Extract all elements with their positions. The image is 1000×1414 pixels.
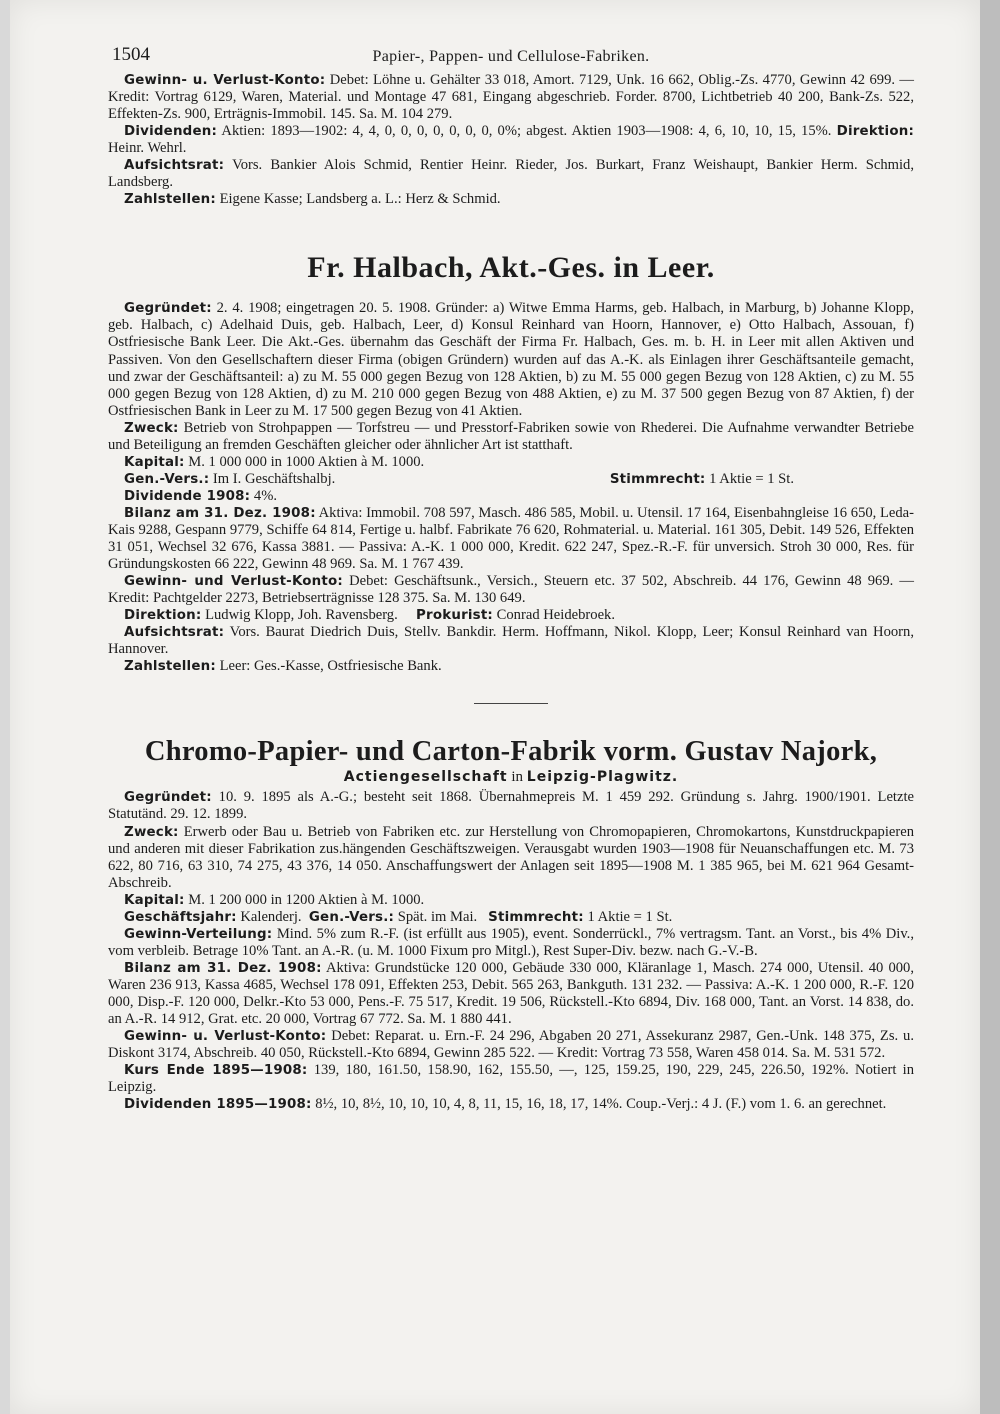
- label: Stimmrecht:: [609, 471, 706, 487]
- text: 1 Aktie = 1 St.: [587, 908, 673, 925]
- label: Dividenden 1895—1908:: [124, 1097, 312, 1113]
- text: Im I. Geschäftshalbj.: [212, 470, 336, 487]
- label: Bilanz am 31. Dez. 1908:: [124, 960, 322, 976]
- label: Kurs Ende 1895—1908:: [124, 1063, 308, 1079]
- company-title-halbach: Fr. Halbach, Akt.-Ges. in Leer.: [307, 251, 715, 285]
- top-zahlstellen: [108, 191, 914, 208]
- text: Aktien: 1893—1902: 4, 4, 0, 0, 0, 0, 0, 0, 0, 0%; abgest. Aktien 1903—1908: 4, 6, 10, 10, 15, 15%.: [221, 123, 832, 140]
- top-aufsichtsrat: [108, 157, 914, 191]
- text: Vors. Bankier Alois Schmid, Rentier Heinr. Rieder, Jos. Burkart, Franz Weishaupt, Bankier Herm. Schmid, Landsberg.: [108, 157, 914, 191]
- text: Vors. Baurat Diedrich Duis, Stellv. Bankdir. Herm. Hoffmann, Nikol. Klopp, Leer; Konsul Reinhard van Hoorn, Hannover.: [108, 624, 914, 658]
- text: 1 Aktie = 1 St.: [709, 470, 794, 487]
- text: M. 1 200 000 in 1200 Aktien à M. 1000.: [188, 891, 425, 908]
- najork-gewinnverteilung: [108, 926, 914, 960]
- halbach-bilanz: [108, 505, 914, 573]
- halbach-genvers-row: [108, 471, 914, 488]
- text: Heinr. Wehrl.: [108, 140, 187, 157]
- text: Mind. 5% zum R.-F. (ist erfüllt aus 1905), event. Sonderrückl., 7% vertragsm. Tant. an Vorst., bis 4% Div., vom verbleib. Betrage 10% Tant. an A.-R. (u. M. 1000 Fixum pro Mitgl.), Rest Super-Div. bezw. nach G.-V.-B.: [108, 925, 914, 959]
- label: Gegründet:: [124, 301, 212, 317]
- page-number: 1504: [112, 44, 150, 65]
- subtitle-part: in: [511, 769, 524, 786]
- label: Gewinn- und Verlust-Konto:: [124, 574, 343, 590]
- text: Eigene Kasse; Landsberg a. L.: Herz & Schmid.: [219, 191, 501, 208]
- adjacent-page-edge: [980, 0, 1000, 1414]
- label: Stimmrecht:: [488, 909, 584, 925]
- page-header: [108, 46, 914, 72]
- label: Gewinn- u. Verlust-Konto:: [124, 1029, 327, 1045]
- halbach-direktion: [108, 607, 914, 624]
- label: Bilanz am 31. Dez. 1908:: [124, 505, 316, 521]
- label: Kapital:: [124, 892, 185, 908]
- label: Prokurist:: [416, 608, 493, 624]
- label: Gegründet:: [124, 790, 212, 806]
- page-content: [108, 46, 914, 1113]
- label: Zweck:: [124, 824, 179, 840]
- text: 8½, 10, 8½, 10, 10, 10, 4, 8, 11, 15, 16, 18, 17, 14%. Coup.-Verj.: 4 J. (F.) vom 1. 6. an gerechnet.: [315, 1096, 887, 1113]
- najork-geschaeftsjahr: [108, 909, 914, 926]
- label: Dividenden:: [124, 124, 218, 140]
- halbach-zahlstellen: [108, 658, 914, 675]
- najork-guv: [108, 1028, 914, 1062]
- company-title-najork: Chromo-Papier- und Carton-Fabrik vorm. Gustav Najork,: [144, 736, 878, 768]
- text: Aktiva: Grundstücke 120 000, Gebäude 330 000, Kläranlage 1, Masch. 274 000, Utensil. 40 000, Waren 236 913, Kassa 4685, Wechsel 178 091, Effekten 253, Debit. 565 263, Bankguth. 131 232. — Passiva: A.-K. 1 200 000, R.-F. 120 000, Disp.-F. 120 000, Delkr.-Kto 53 000, Pens.-F. 75 517, Kredit. 19 506, Rückstell.-Kto 6894, Div. 168 000, Tant. an Vorst. 14 838, do. an A.-R. 14 912, Grat. etc. 20 000, Vortrag 67 772. Sa. M. 1 880 441.: [108, 959, 915, 1028]
- subtitle-part: Leipzig-Plagwitz.: [526, 769, 679, 786]
- subtitle-part: Actiengesellschaft: [343, 769, 508, 786]
- najork-dividenden: [108, 1096, 914, 1113]
- text: Debet: Reparat. u. Ern.-F. 24 296, Abgaben 20 271, Assekuranz 2987, Gen.-Unk. 148 375, Zs. u. Diskont 3174, Abschreib. 40 050, Rückstell.-Kto 6894, Gewinn 285 522. — Kredit: Vortrag 73 558, Waren 458 014. Sa. M. 531 572.: [108, 1028, 914, 1062]
- label: Direktion:: [124, 608, 202, 624]
- halbach-zweck: [108, 420, 914, 454]
- label: Zahlstellen:: [124, 192, 216, 208]
- label: Gen.-Vers.:: [124, 471, 210, 487]
- section-divider: [474, 703, 548, 704]
- label: Gen.-Vers.:: [308, 909, 395, 925]
- najork-kurs: [108, 1062, 914, 1096]
- top-guv: [108, 72, 914, 123]
- text: Aktiva: Immobil. 708 597, Masch. 486 585, Mobil. u. Utensil. 17 164, Eisenbahngleise 16 650, Leda-Kais 9288, Gespann 9779, Schiffe 64 814, Fertige u. halbf. Fabrikate 76 620, Rohmaterial. u. Material. 161 305, Debit. 149 526, Effekten 31 051, Wechsel 32 676, Kassa 3881. — Passiva: A.-K. 1 000 000, Kredit. 622 247, Spez.-R.-F. für unversich. Stroh 30 000, Res. für Gründungskosten 66 222, Gewinn 48 969. Sa. M. 1 767 439.: [108, 504, 915, 573]
- halbach-dividende: [108, 488, 914, 505]
- text: Ludwig Klopp, Joh. Ravensberg.: [205, 607, 398, 624]
- text: Kalenderj.: [240, 908, 302, 925]
- label: Zahlstellen:: [124, 659, 216, 675]
- label: Zweck:: [124, 420, 179, 436]
- text: Conrad Heidebroek.: [496, 607, 615, 624]
- label: Dividende 1908:: [124, 488, 251, 504]
- text: 2. 4. 1908; eingetragen 20. 5. 1908. Gründer: a) Witwe Emma Harms, geb. Halbach, in Marburg, b) Johanne Klopp, geb. Halbach, c) Adelhaid Duis, geb. Halbach, Leer, d) Konsul Reinhard van Hoorn, Hannover, e) Otto Halbach, Assouan, f) Ostfriesische Bank Leer. Die Akt.-Ges. übernahm das Geschäft der Firma Fr. Halbach, Ges. m. b. H. in Leer mit allen Aktiven und Passiven. Von den Gesellschaftern dieser Firma (obigen Gründern) wurden auf das A.-K. als Einlagen ihrer Geschäftsanteile gemacht, und zwar der Geschäftsanteil: a) zu M. 55 000 gegen Bezug von 128 Aktien, b) zu M. 55 000 gegen Bezug von 128 Aktien, c) zu M. 55 000 gegen Bezug von 128 Aktien, d) zu M. 210 000 gegen Bezug von 488 Aktien, e) zu M. 37 500 gegen Bezug von 87 Aktien, f) der Ostfriesischen Bank in Leer zu M. 17 500 gegen Bezug von 41 Aktien.: [108, 300, 914, 419]
- label: Kapital:: [124, 454, 185, 470]
- najork-bilanz: [108, 960, 914, 1028]
- label: Aufsichtsrat:: [124, 625, 225, 641]
- najork-kapital: [108, 892, 914, 909]
- text: Debet: Löhne u. Gehälter 33 018, Amort. 7129, Unk. 16 662, Oblig.-Zs. 4770, Gewinn 42 699. — Kredit: Vortrag 6129, Waren, Material. und Montage 47 681, Eingang abgeschrieb. Forder. 8700, Lichtbetrieb 40 200, Bank-Zs. 522, Effekten-Zs. 900, Erträgnis-Immobil. 145. Sa. M. 104 279.: [108, 72, 914, 123]
- running-title: Papier-, Pappen- und Cellulose-Fabriken.: [372, 48, 650, 65]
- text: Debet: Geschäftsunk., Versich., Steuern etc. 37 502, Abschreib. 44 176, Gewinn 48 969. — Kredit: Pachtgelder 2273, Betriebserträgnisse 128 375. Sa. M. 130 649.: [108, 573, 914, 607]
- halbach-gegruendet: [108, 300, 914, 419]
- halbach-kapital: [108, 454, 914, 471]
- label: Gewinn-Verteilung:: [124, 926, 273, 942]
- text: Spät. im Mai.: [397, 908, 478, 925]
- text: M. 1 000 000 in 1000 Aktien à M. 1000.: [188, 453, 425, 470]
- top-dividenden: [108, 123, 914, 157]
- najork-zweck: [108, 824, 914, 892]
- text: 10. 9. 1895 als A.-G.; besteht seit 1868. Übernahmepreis M. 1 459 292. Gründung s. Jahrg. 1900/1901. Letzte Statutänd. 29. 12. 1899.: [108, 789, 914, 823]
- label: Aufsichtsrat:: [124, 158, 225, 174]
- halbach-aufsichtsrat: [108, 624, 914, 658]
- label: Direktion:: [836, 124, 915, 140]
- text: Leer: Ges.-Kasse, Ostfriesische Bank.: [219, 658, 442, 675]
- company-subtitle-najork: [108, 768, 914, 787]
- text: 139, 180, 161.50, 158.90, 162, 155.50, —, 125, 159.25, 190, 229, 245, 226.50, 192%. Notiert in Leipzig.: [108, 1062, 914, 1096]
- text: Erwerb oder Bau u. Betrieb von Fabriken etc. zur Herstellung von Chromopapieren, Chromokartons, Kunstdruckpapieren und anderen mit dieser Fabrikation zus.hängenden Geschäftszweigen. Verausgabt wurden 1903—1908 für Neuanschaffungen etc. M. 73 622, 80 716, 63 310, 74 275, 43 376, 14 050. Anschaffungswert der Anlagen seit 1895—1908 M. 1 385 965, bei M. 621 964 Gesamt-Abschreib.: [108, 823, 914, 891]
- label: Geschäftsjahr:: [124, 909, 237, 925]
- text: 4%.: [253, 487, 277, 504]
- text: Betrieb von Strohpappen — Torfstreu — und Presstorf-Fabriken sowie von Rhederei. Die Aufnahme verwandter Betriebe und Beteiligung an fremden Geschäften gleicher oder ähnlicher Art ist statthaft.: [108, 419, 914, 453]
- halbach-guv: [108, 573, 914, 607]
- label: Gewinn- u. Verlust-Konto:: [124, 73, 326, 88]
- najork-gegruendet: [108, 789, 914, 823]
